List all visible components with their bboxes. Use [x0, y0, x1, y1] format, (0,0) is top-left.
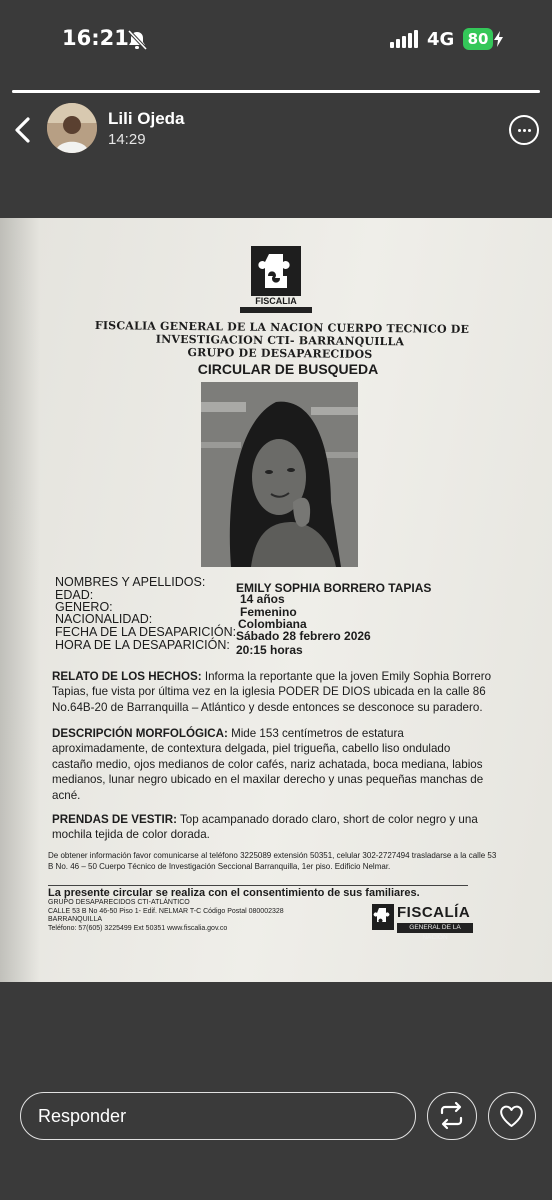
footer-line-3: BARRANQUILLA	[48, 916, 103, 924]
org-line-3: GRUPO DE DESAPARECIDOS	[187, 346, 373, 361]
org-line-1: FISCALIA GENERAL DE LA NACION CUERPO TECNICO DE	[94, 319, 470, 336]
field-label-hora: HORA DE LA DESAPARICIÓN:	[55, 638, 230, 652]
prendas-label: PRENDAS DE VESTIR:	[52, 813, 177, 826]
flyer-title: CIRCULAR DE BUSQUEDA	[197, 361, 379, 377]
field-value-edad: 14 años	[240, 592, 285, 606]
avatar-image	[47, 103, 97, 153]
field-label-nombres: NOMBRES Y APELLIDOS:	[55, 575, 206, 589]
repost-icon	[428, 1093, 475, 1138]
fiscalia-logo-subbar	[240, 307, 312, 313]
story-user-name[interactable]: Lili Ojeda	[108, 109, 185, 128]
field-label-fecha: FECHA DE LA DESAPARICIÓN:	[55, 625, 237, 639]
chevron-left-icon[interactable]	[12, 116, 34, 144]
descripcion-text: Mide 153 centímetros de estatura aproximadamente, de contextura delgada, piel trigueña, cabello liso ondulado castaño medio, ojos medianos de color cafés, nariz achatada, boca mediana, labios medianos, lunar negro ubicado en el maxilar derecho y unas pequeñas manchas de acné.	[52, 727, 484, 802]
field-label-edad: EDAD:	[55, 588, 94, 602]
footer-line-2: CALLE 53 B No 46-50 Piso 1- Edif. NELMAR T-C Código Postal 080002328	[48, 907, 284, 915]
avatar[interactable]	[47, 103, 97, 153]
field-label-genero: GENERO:	[55, 600, 113, 614]
footer-logo-name: FISCALÍA	[397, 904, 471, 921]
story-time: 14:29	[108, 131, 146, 148]
story-progress-fill	[12, 90, 540, 93]
missing-person-photo	[201, 382, 358, 567]
field-value-nacionalidad: Colombiana	[238, 617, 307, 631]
field-value-fecha: Sábado 28 febrero 2026	[236, 629, 371, 643]
signal-icon	[390, 30, 420, 48]
heart-icon	[489, 1093, 534, 1138]
status-bar	[0, 0, 552, 80]
prendas-paragraph	[52, 812, 492, 843]
footer-line-4: Teléfono: 57(605) 3225499 Ext 50351 www.fiscalia.gov.co	[48, 924, 228, 932]
descripcion-label: DESCRIPCIÓN MORFOLÓGICA:	[52, 727, 228, 740]
reply-input[interactable]	[20, 1092, 416, 1140]
network-label: 4G	[427, 29, 455, 50]
relato-label: RELATO DE LOS HECHOS:	[52, 670, 202, 683]
consent-note: La presente circular se realiza con el consentimiento de sus familiares.	[48, 885, 468, 899]
footer-address	[48, 899, 378, 933]
person-photo	[201, 382, 358, 567]
like-button[interactable]	[488, 1092, 536, 1140]
field-value-nombres: EMILY SOPHIA BORRERO TAPIAS	[236, 581, 432, 595]
more-horizontal-icon[interactable]	[509, 115, 539, 145]
descripcion-paragraph	[52, 726, 492, 803]
contact-info: De obtener información favor comunicarse al teléfono 3225089 extensión 50351, celular 302-2727494 trasladarse a la calle 53 B No. 46 – 50 Cuerpo Técnico de Investigación Seccional Barranquilla, 1er piso. Edificio Nelmar.	[48, 851, 497, 871]
footer-line-1: GRUPO DESAPARECIDOS CTI-ATLÁNTICO	[48, 899, 190, 906]
bell-slash-icon	[126, 30, 148, 50]
fiscalia-logo-name: FISCALIA	[255, 296, 297, 306]
field-value-genero: Femenino	[240, 605, 297, 619]
missing-person-flyer	[0, 218, 552, 982]
charging-bolt-icon	[494, 31, 503, 47]
status-time: 16:21	[62, 26, 129, 50]
prendas-text: Top acampanado dorado claro, short de color negro y una mochila tejida de color dorada.	[52, 813, 478, 842]
org-line-2: INVESTIGACION CTI- BARRANQUILLA	[155, 332, 405, 349]
story-header	[0, 96, 552, 166]
fiscalia-footer-logo-icon	[372, 904, 394, 930]
field-label-nacionalidad: NACIONALIDAD:	[55, 612, 153, 626]
footer-logo-sub: GENERAL DE LA NACIÓN	[397, 923, 473, 933]
story-image	[0, 218, 552, 982]
story-progress-bar	[12, 90, 540, 93]
reply-placeholder: Responder	[38, 1106, 127, 1126]
repost-button[interactable]	[427, 1092, 477, 1140]
relato-text: Informa la reportante que la joven Emily Sophia Borrero Tapias, fue vista por última vez en la iglesia PODER DE DIOS ubicada en la calle 86 No.64B-20 de Barranquilla – Atlántico y desde entonces se desconoce su paradero.	[52, 670, 492, 714]
battery-level: 80	[463, 28, 493, 50]
field-value-hora: 20:15 horas	[236, 643, 303, 657]
relato-paragraph	[52, 669, 492, 715]
